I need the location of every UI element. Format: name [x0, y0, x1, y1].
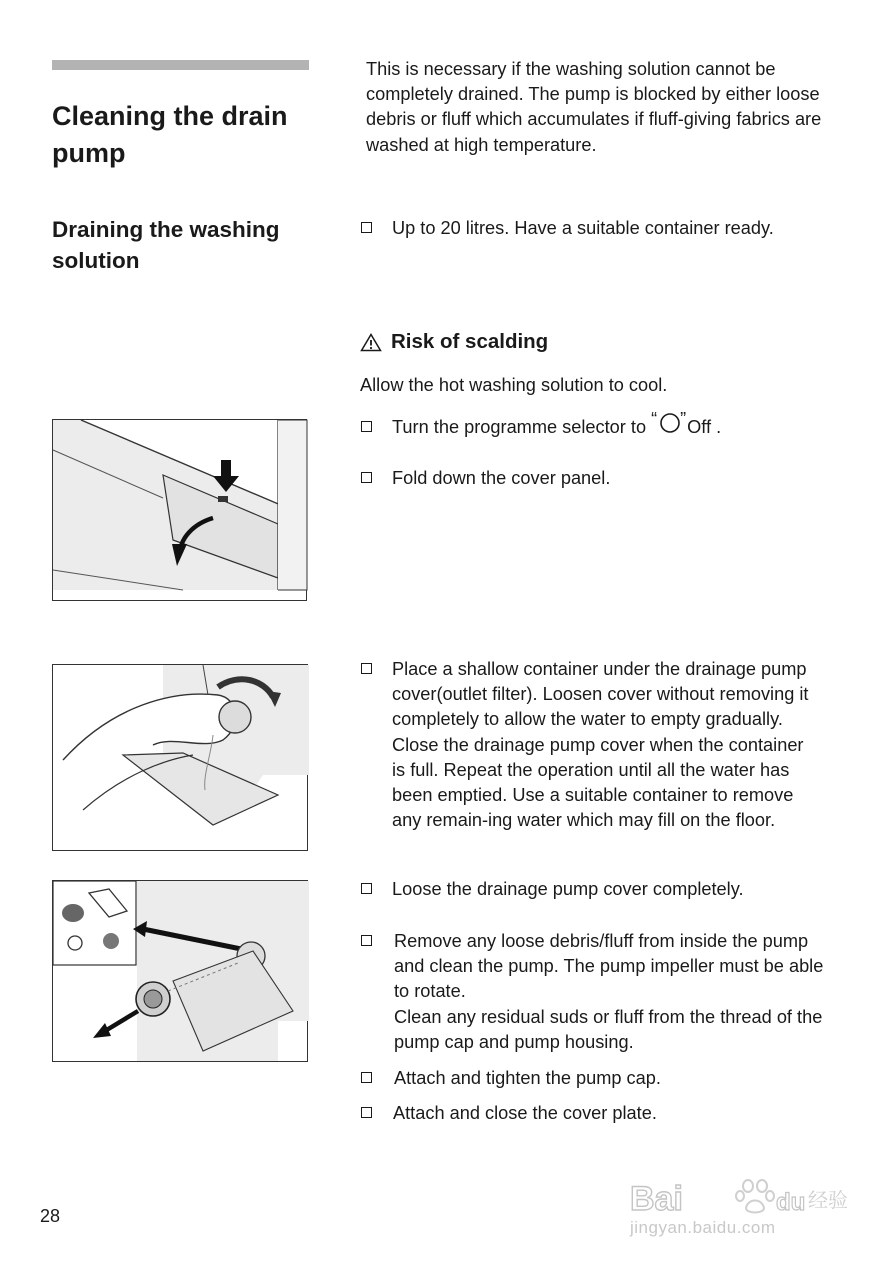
step-fold-text: Fold down the cover panel.: [392, 468, 611, 488]
cool-text: Allow the hot washing solution to cool.: [360, 375, 668, 395]
step-remove-text-2: Clean any residual suds or fluff from the thread of the pump cap and pump housing.: [394, 1006, 823, 1052]
checkbox-bullet-icon: [361, 421, 372, 432]
off-symbol: “ ”: [651, 415, 687, 437]
list-item: [361, 466, 831, 492]
page-title: Cleaning the drain pump: [52, 101, 288, 168]
pump-cap-illustration: [52, 880, 308, 1062]
step-place-text: Place a shallow container under the drainage pump cover(outlet filter). Loosen cover without removing it completely to allow the water to empty gradually. Close the drainage pump cover when the container is full. Repeat the operation until all the water has been emptied. Use a suitable container to remove any remain-ing water which may fill on the floor.: [392, 659, 809, 831]
step-remove-text: Remove any loose debris/fluff from inside the pump and clean the pump. The pump impeller must be able to rotate.: [394, 931, 824, 1002]
watermark-url: jingyan.baidu.com: [630, 1218, 776, 1237]
drain-container-illustration: [52, 664, 308, 851]
list-item: [361, 929, 824, 1059]
step-attach-cap-text: Attach and tighten the pump cap.: [394, 1068, 661, 1088]
checkbox-bullet-icon: [361, 472, 372, 483]
baidu-watermark-logo: [630, 1160, 848, 1218]
checkbox-bullet-icon: [361, 1072, 372, 1083]
list-item: [361, 1101, 831, 1127]
list-item: [361, 216, 831, 242]
checkbox-bullet-icon: [361, 883, 372, 894]
warning-heading: [360, 328, 660, 358]
intro-paragraph: This is necessary if the washing solution cannot be completely drained. The pump is blocked by either loose debris or fluff which accumulates if fluff-giving fabrics are washed at high temperature.: [366, 59, 822, 155]
selector-text: Turn the programme selector to: [392, 417, 652, 437]
selector-off-label: Off .: [687, 417, 722, 437]
step-attach-plate-text: Attach and close the cover plate.: [393, 1103, 657, 1123]
warning-icon: [360, 333, 382, 352]
step-loose-text: Loose the drainage pump cover completely.: [392, 879, 744, 899]
cover-panel-illustration: [52, 419, 307, 601]
checkbox-bullet-icon: [361, 935, 372, 946]
list-item: [361, 409, 831, 443]
off-circle-icon: [658, 411, 682, 435]
svg-text:经验: 经验: [808, 1188, 848, 1212]
svg-text:Bai: Bai: [630, 1180, 683, 1218]
warning-title: Risk of scalding: [391, 330, 549, 353]
checkbox-bullet-icon: [361, 222, 372, 233]
page-number: 28: [40, 1206, 61, 1226]
section-rule: [52, 60, 309, 70]
checkbox-bullet-icon: [361, 1107, 372, 1118]
list-item: [361, 877, 831, 903]
list-item: [361, 657, 816, 862]
checkbox-bullet-icon: [361, 663, 372, 674]
svg-text:du: du: [776, 1189, 806, 1216]
list-item: [361, 1066, 831, 1092]
section-subtitle: Draining the washing solution: [52, 217, 280, 273]
step-litres-text: Up to 20 litres. Have a suitable container ready.: [392, 218, 774, 238]
